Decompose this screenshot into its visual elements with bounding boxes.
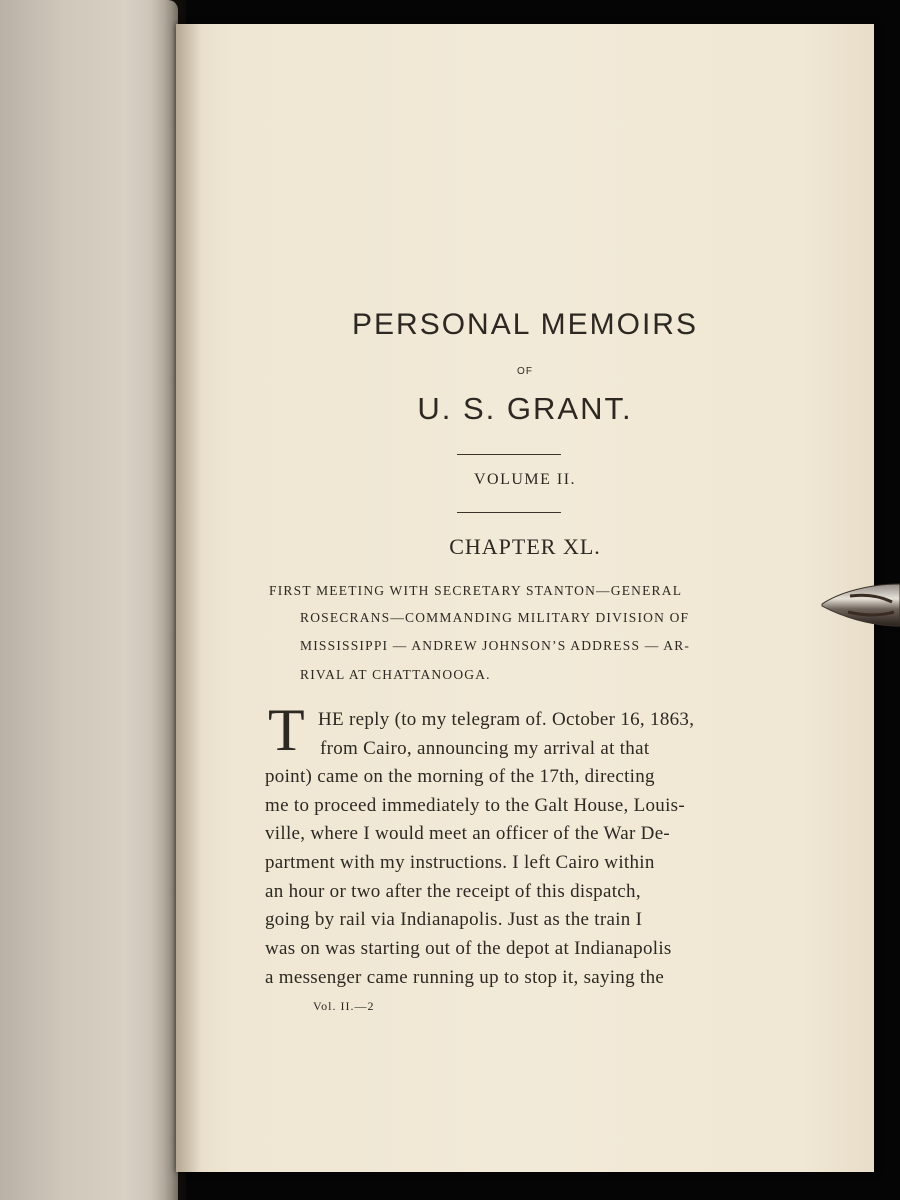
chapter-summary-line: ROSECRANS—COMMANDING MILITARY DIVISION OF: [300, 610, 690, 625]
chapter-heading: CHAPTER XL.: [449, 534, 601, 559]
body-line: from Cairo, announcing my arrival at that: [320, 738, 650, 759]
body-line: going by rail via Indianapolis. Just as the train I: [265, 909, 643, 930]
body-line: partment with my instructions. I left Cairo within: [265, 852, 655, 873]
body-line: ville, where I would meet an officer of the War De-: [265, 823, 671, 844]
body-line: me to proceed immediately to the Galt House, Louis-: [265, 795, 685, 816]
book-author: U. S. GRANT.: [417, 391, 633, 426]
divider-rule: [457, 454, 561, 455]
chapter-summary-line: RIVAL AT CHATTANOOGA.: [300, 667, 491, 682]
body-line: HE reply (to my telegram of. October 16, 1863,: [318, 709, 695, 730]
body-line: a messenger came running up to stop it, saying the: [265, 967, 665, 988]
body-line: was on was starting out of the depot at Indianapolis: [265, 938, 672, 959]
title-of: OF: [517, 366, 533, 377]
volume-label: VOLUME II.: [473, 471, 577, 488]
signature-mark: Vol. II.—2: [313, 999, 375, 1013]
divider-rule: [457, 512, 561, 513]
book-title: PERSONAL MEMOIRS: [352, 308, 698, 341]
body-line: point) came on the morning of the 17th, directing: [265, 766, 655, 787]
chapter-summary-line: MISSISSIPPI — ANDREW JOHNSON’S ADDRESS — AR-: [300, 638, 691, 653]
gutter-shadow: [176, 24, 202, 1172]
pen-tip-icon: [820, 582, 900, 628]
chapter-summary-line: FIRST MEETING WITH SECRETARY STANTON—GENERAL: [269, 583, 683, 598]
drop-cap: T: [268, 697, 305, 763]
body-line: an hour or two after the receipt of this dispatch,: [265, 881, 641, 902]
